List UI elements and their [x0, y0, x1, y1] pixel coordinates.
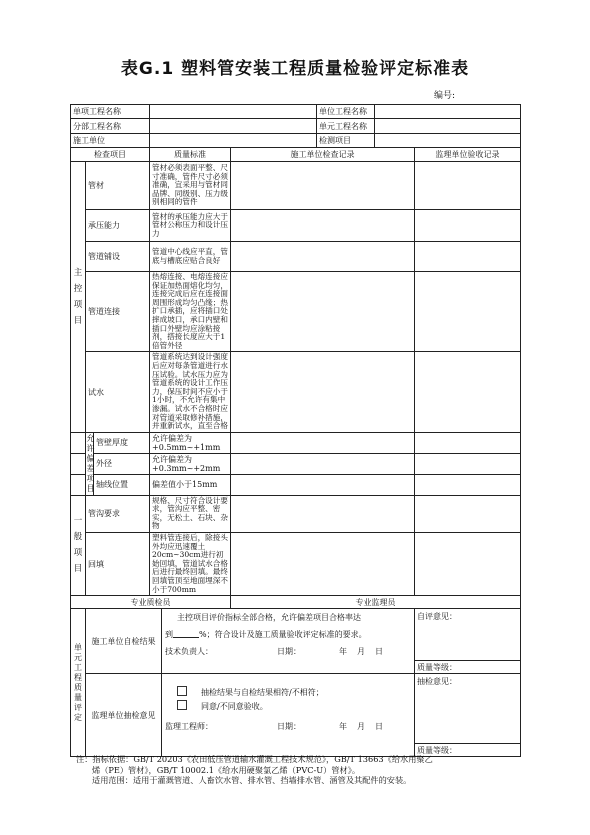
construction-record-cell[interactable] [231, 242, 415, 272]
column-quality-standard: 质量标准 [150, 148, 231, 162]
evaluation-group-label: 单元工程质量评定 [71, 609, 86, 757]
supervision-record-cell[interactable] [415, 495, 521, 532]
header-row [71, 134, 521, 148]
date-label: 日期： [277, 647, 302, 657]
supervision-record-cell[interactable] [415, 453, 521, 474]
unit-project-label: 单位工程名称 [317, 105, 375, 119]
item-standard: 管道中心线应平直，管底与槽底应贴合良好 [150, 242, 231, 272]
table-row [71, 210, 521, 242]
table-row [71, 533, 521, 596]
sample-opinion-cell[interactable]: 抽检意见： [415, 674, 521, 744]
sample-check-content [162, 674, 415, 757]
column-supervision-record: 监理单位验收记录 [415, 148, 521, 162]
column-inspection-item: 检查项目 [71, 148, 150, 162]
item-name: 轴线位置 [94, 474, 150, 495]
item-standard: 允许偏差为+0.5mm~+1mm [150, 432, 231, 453]
sample-check-row [71, 674, 521, 744]
item-name: 管壁厚度 [94, 432, 150, 453]
table-row [71, 242, 521, 272]
construction-record-cell[interactable] [231, 495, 415, 532]
option-row-1: 抽检结果与自检结果相符/不相符； [165, 686, 411, 700]
table-row [71, 352, 521, 432]
single-project-value[interactable] [150, 105, 317, 119]
item-name: 试水 [86, 352, 150, 432]
sample-grade-cell[interactable]: 质量等级： [415, 744, 521, 757]
construction-record-cell[interactable] [231, 352, 415, 432]
sample-check-sign-line: 监理工程师： 日期： 年 月 日 [165, 722, 384, 732]
header-row [71, 119, 521, 134]
self-check-line2: 到 %；符合设计及施工质量验收评定标准的要求。 [165, 630, 367, 640]
general-group-label: 一般项目 [71, 495, 86, 596]
division-project-value[interactable] [150, 119, 317, 134]
element-project-label: 单元工程名称 [317, 119, 375, 134]
table-row [71, 162, 521, 210]
self-grade-cell[interactable]: 质量等级： [415, 661, 521, 674]
supervision-record-cell[interactable] [415, 352, 521, 432]
item-standard: 规格、尺寸符合设计要求，管沟应平整、密实，无松土、石块、杂物 [150, 495, 231, 532]
self-check-label: 施工单位自检结果 [86, 609, 162, 674]
footnote-line: 适用范围：适用于灌溉管道、人畜饮水管、排水管、挡墙排水管、涵管及其配件的安装。 [92, 775, 412, 785]
engineer-label: 监理工程师： [165, 722, 214, 732]
self-check-line1: 主控项目评价指标全部合格，允许偏差项目合格率达 [177, 613, 362, 623]
evaluation-table [70, 104, 521, 757]
supervision-record-cell[interactable] [415, 474, 521, 495]
main-group-label: 主控项目 [71, 162, 86, 433]
self-check-row [71, 609, 521, 661]
checkbox-approve[interactable] [177, 700, 187, 710]
blank-cell [71, 453, 86, 474]
item-standard: 塑料管连接后，除接头外均应迅速覆土20cm~30cm进行初始回填，管道试水合格后进行最终回填。最终回填管顶至地面埋深不小于700mm [150, 533, 231, 596]
self-check-content [162, 609, 415, 674]
item-name: 管道连接 [86, 272, 150, 352]
construction-record-cell[interactable] [231, 272, 415, 352]
item-name: 管道铺设 [86, 242, 150, 272]
measurement-grid[interactable] [231, 432, 415, 453]
item-standard: 偏差值小于15mm [150, 474, 231, 495]
pass-rate-blank[interactable] [173, 629, 199, 638]
option-row-2: 同意/不同意验收。 [165, 700, 411, 714]
item-standard: 管道系统达到设计强度后应对每条管道进行水压试验。试水压力应为管道系统的设计工作压力，保压时间不应小于1小时，不允许有集中渗漏。试水不合格时应对管道采取修补措施，并重新试水，直至合格 [150, 352, 231, 432]
column-header-row [71, 148, 521, 162]
responsible-label: 技术负责人： [165, 647, 214, 657]
self-check-sign-line: 技术负责人： 日期： 年 月 日 [165, 647, 384, 657]
sample-check-label: 监理单位抽检意见 [86, 674, 162, 757]
item-name: 管沟要求 [86, 495, 150, 532]
footnote [76, 754, 522, 786]
supervision-record-cell[interactable] [415, 272, 521, 352]
inspector-row [71, 596, 521, 609]
self-opinion-cell[interactable]: 自评意见： [415, 609, 521, 661]
supervision-record-cell[interactable] [415, 162, 521, 210]
element-project-value[interactable] [375, 119, 521, 134]
date-label: 日期： [277, 722, 302, 732]
construction-record-cell[interactable] [231, 533, 415, 596]
measurement-grid[interactable] [231, 453, 415, 474]
blank-cell [71, 432, 86, 453]
deviation-group-label: 允许偏差项目 [86, 432, 94, 495]
division-project-label: 分部工程名称 [71, 119, 150, 134]
table-row [71, 453, 521, 474]
construction-record-cell[interactable] [231, 162, 415, 210]
footnote-line: 烯（PE）管材》，GB/T 10002.1《给水用硬聚氯乙烯（PVC-U）管材》。 [92, 764, 361, 775]
checkbox-consistent[interactable] [177, 686, 187, 696]
construction-unit-value[interactable] [150, 134, 317, 148]
footnote-line: 注：指标依据：GB/T 20203《农田低压管道输水灌溉工程技术规范》，GB/T 13663《给水用聚乙 [76, 754, 433, 764]
item-standard: 管材必须表面平整、尺寸准确，管件尺寸必须准确，宜采用与管材同品牌、同级别、压力级别相同的管件 [150, 162, 231, 210]
inspection-item-value[interactable] [375, 134, 521, 148]
supervision-record-cell[interactable] [415, 242, 521, 272]
page-title: 表G.1 塑料管安装工程质量检验评定标准表 [120, 59, 470, 79]
header-row [71, 105, 521, 119]
column-construction-record: 施工单位检查记录 [231, 148, 415, 162]
measurement-grid[interactable] [231, 474, 415, 495]
item-standard: 允许偏差为+0.3mm~+2mm [150, 453, 231, 474]
item-name: 外径 [94, 453, 150, 474]
unit-project-value[interactable] [375, 105, 521, 119]
construction-unit-label: 施工单位 [71, 134, 150, 148]
item-standard: 热熔连接、电熔连接应保证加热面熔化均匀，连接完成后应在连接面周围形成均匀凸缘；热扩口承插，应将插口处摔成坡口，承口内壁和插口外壁均应涂粘接剂，搭接长度应大于1倍管外径 [150, 272, 231, 352]
code-label: 编号: [434, 91, 456, 101]
construction-record-cell[interactable] [231, 210, 415, 242]
table-row [71, 432, 521, 453]
quality-inspector-label: 专业质检员 [71, 596, 231, 609]
item-name: 回填 [86, 533, 150, 596]
supervision-inspector-label: 专业监理员 [231, 596, 521, 609]
supervision-record-cell[interactable] [415, 432, 521, 453]
single-project-label: 单项工程名称 [71, 105, 150, 119]
supervision-record-cell[interactable] [415, 210, 521, 242]
table-row [71, 474, 521, 495]
item-name: 管材 [86, 162, 150, 210]
blank-cell [71, 474, 86, 495]
table-row [71, 272, 521, 352]
item-standard: 管材的承压能力应大于管材公称压力和设计压力 [150, 210, 231, 242]
supervision-record-cell[interactable] [415, 533, 521, 596]
inspection-item-label: 检测项目 [317, 134, 375, 148]
table-row [71, 495, 521, 532]
item-name: 承压能力 [86, 210, 150, 242]
